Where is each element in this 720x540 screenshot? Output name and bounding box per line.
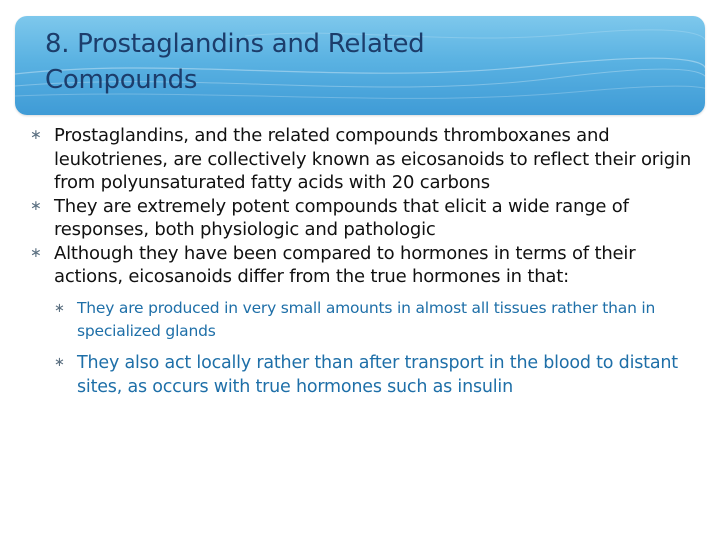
asterisk-bullet-icon: ∗	[30, 197, 42, 214]
title-banner	[15, 16, 705, 115]
bullet-text: Although they have been compared to hormones in terms of their actions, eicosanoids differ from the true hormones in that:	[54, 242, 636, 287]
sub-bullet-text: They are produced in very small amounts in almost all tissues rather than in specialized glands	[77, 298, 656, 340]
asterisk-bullet-icon: ∗	[30, 127, 42, 143]
asterisk-bullet-icon: ∗	[30, 244, 42, 261]
bullet-text: They are extremely potent compounds that elicit a wide range of responses, both physiologic and pathologic	[54, 195, 629, 240]
bullet-text: Prostaglandins, and the related compounds thromboxanes and leukotrienes, are collectively known as eicosanoids to reflect their origin from polyunsaturated fatty acids with 20 carbons	[54, 125, 692, 193]
list-item	[54, 297, 702, 343]
slide-content	[30, 124, 702, 399]
list-item	[54, 351, 702, 399]
asterisk-bullet-icon: ∗	[54, 354, 65, 370]
bullet-list	[30, 124, 702, 399]
sub-bullet-text: They also act locally rather than after transport in the blood to distant sites, as occurs with true hormones such as insulin	[77, 352, 678, 397]
asterisk-bullet-icon: ∗	[54, 300, 65, 316]
list-item	[30, 195, 702, 242]
list-item	[30, 124, 702, 195]
sub-bullet-list	[30, 297, 702, 399]
slide-title: 8. Prostaglandins and Related Compounds	[45, 29, 425, 95]
list-item	[30, 242, 702, 399]
